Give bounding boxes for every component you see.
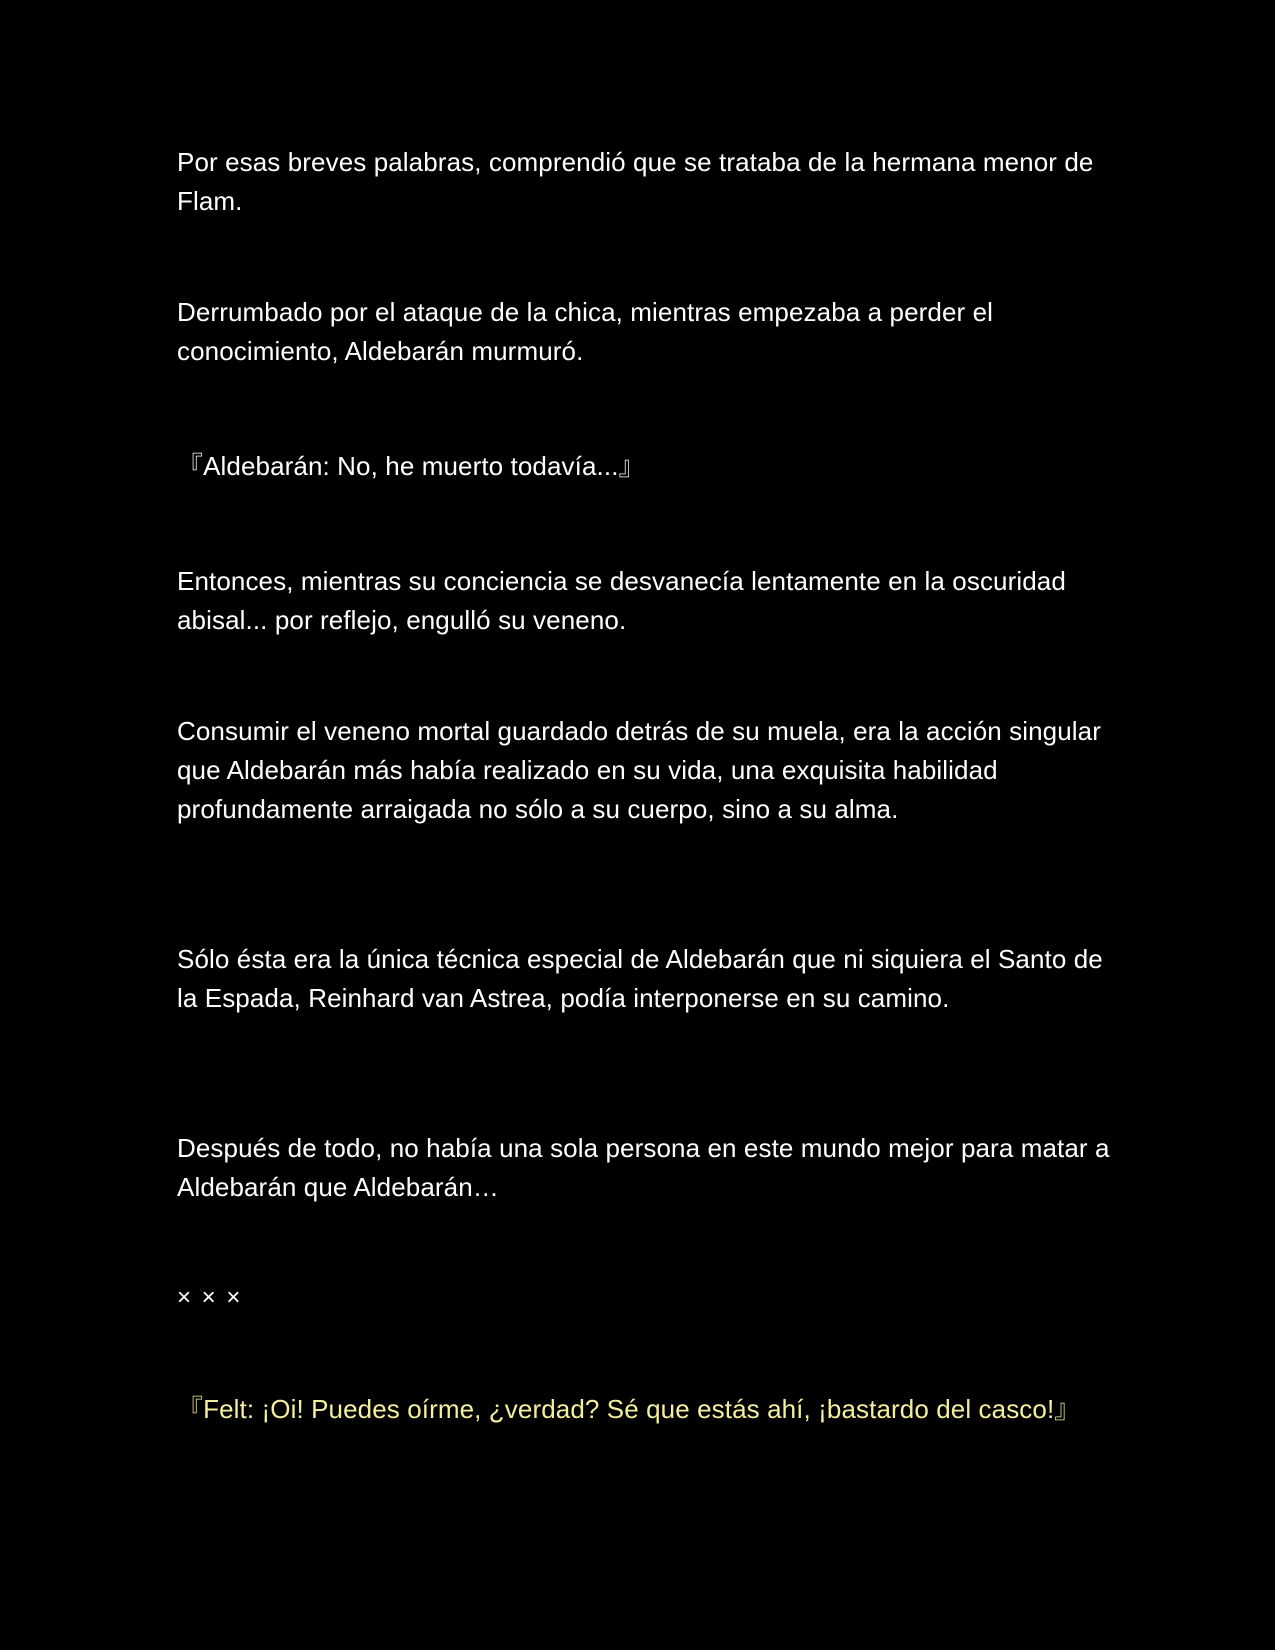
dialogue-felt: 『Felt: ¡Oi! Puedes oírme, ¿verdad? Sé que estás ahí, ¡bastardo del casco!』 (177, 1394, 1081, 1424)
paragraph-swallowed-poison: Entonces, mientras su conciencia se desvanecía lentamente en la oscuridad abisal... por reflejo, engulló su veneno. (177, 566, 1066, 635)
paragraph-aldebaran-collapse: Derrumbado por el ataque de la chica, mientras empezaba a perder el conocimiento, Aldebarán murmuró. (177, 297, 994, 366)
dialogue-aldebaran: 『Aldebarán: No, he muerto todavía...』 (177, 451, 645, 481)
scene-separator: × × × (177, 1284, 243, 1311)
paragraph-mortal-poison: Consumir el veneno mortal guardado detrás de su muela, era la acción singular que Aldebarán más había realizado en su vida, una exquisita habilidad profundamente arraigada no sólo a su cuerpo, sino a su alma. (177, 716, 1101, 824)
paragraph-after-all: Después de todo, no había una sola persona en este mundo mejor para matar a Aldebarán que Aldebarán… (177, 1133, 1110, 1202)
paragraph-flam-sister: Por esas breves palabras, comprendió que se trataba de la hermana menor de Flam. (177, 147, 1094, 216)
paragraph-special-technique: Sólo ésta era la única técnica especial de Aldebarán que ni siquiera el Santo de la Espada, Reinhard van Astrea, podía interponerse en su camino. (177, 944, 1103, 1013)
